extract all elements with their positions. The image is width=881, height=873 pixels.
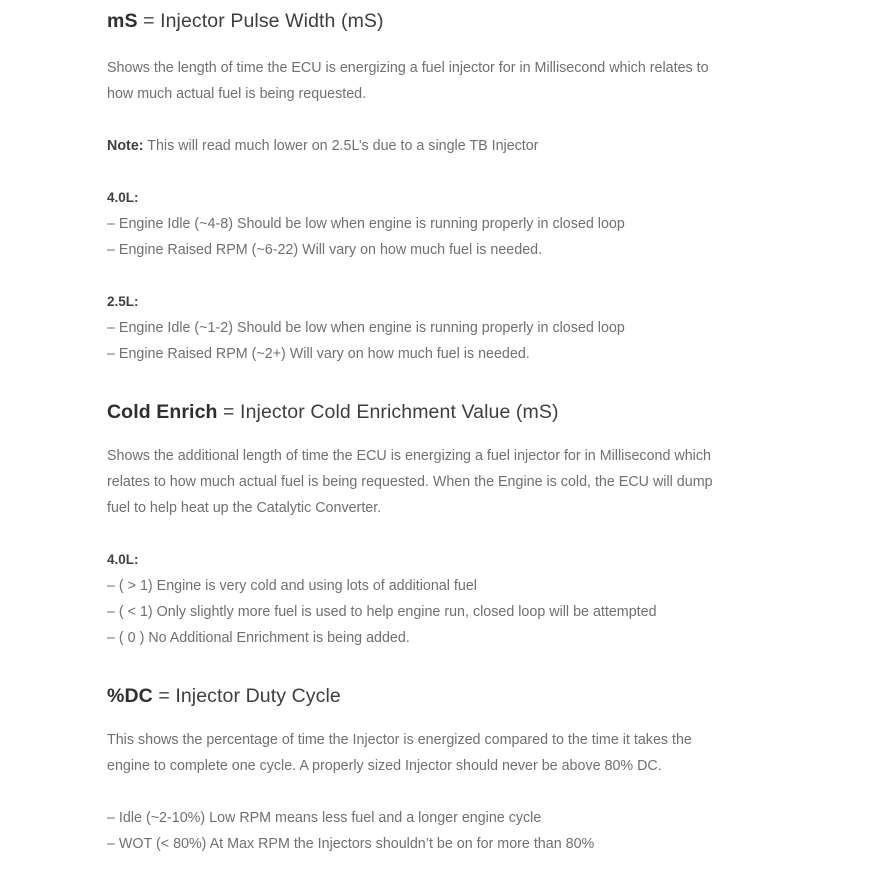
engine-label: 4.0L:	[107, 552, 139, 567]
ms-note	[107, 133, 727, 159]
heading-rest: = Injector Pulse Width (mS)	[137, 10, 384, 32]
cold-description: Shows the additional length of time the ECU is energizing a fuel injector for in Millisecond which relates to how much actual fuel is being requested. When the Engine is cold, the ECU will dump fuel to help heat up the Catalytic Converter.	[107, 448, 713, 516]
heading-term: %DC	[107, 685, 153, 707]
list-item: – WOT (< 80%) At Max RPM the Injectors shouldn’t be on for more than 80%	[107, 836, 595, 852]
ms-engine-25	[107, 289, 727, 367]
ms-engine-40	[107, 185, 727, 263]
list-item: – Engine Idle (~1-2) Should be low when engine is running properly in closed loop	[107, 320, 625, 336]
heading-rest: = Injector Duty Cycle	[152, 685, 341, 707]
list-item: – Idle (~2-10%) Low RPM means less fuel and a longer engine cycle	[107, 810, 542, 826]
heading-term: mS	[107, 10, 138, 32]
list-item: – ( 0 ) No Additional Enrichment is being added.	[107, 630, 410, 646]
list-item: – ( > 1) Engine is very cold and using lots of additional fuel	[107, 578, 477, 594]
dc-list	[107, 805, 727, 857]
heading-term: Cold Enrich	[107, 401, 218, 423]
note-label: Note:	[107, 138, 144, 154]
heading-ms	[107, 9, 727, 33]
engine-label: 2.5L:	[107, 294, 139, 309]
list-item: – Engine Raised RPM (~2+) Will vary on how much fuel is needed.	[107, 346, 530, 362]
dc-description: This shows the percentage of time the Injector is energized compared to the time it takes the engine to complete one cycle. A properly sized Injector should never be above 80% DC.	[107, 732, 692, 774]
heading-duty-cycle	[107, 684, 727, 708]
list-item: – Engine Raised RPM (~6-22) Will vary on how much fuel is needed.	[107, 242, 543, 258]
note-text: This will read much lower on 2.5L’s due to a single TB Injector	[143, 138, 539, 154]
list-item: – Engine Idle (~4-8) Should be low when engine is running properly in closed loop	[107, 216, 625, 232]
article-content	[107, 0, 727, 857]
ms-description: Shows the length of time the ECU is energizing a fuel injector for in Millisecond which relates to how much actual fuel is being requested.	[107, 60, 709, 102]
engine-label: 4.0L:	[107, 190, 139, 205]
list-item: – ( < 1) Only slightly more fuel is used to help engine run, closed loop will be attempted	[107, 604, 657, 620]
heading-rest: = Injector Cold Enrichment Value (mS)	[217, 401, 559, 423]
cold-engine-40	[107, 547, 727, 651]
heading-cold-enrich	[107, 400, 727, 424]
